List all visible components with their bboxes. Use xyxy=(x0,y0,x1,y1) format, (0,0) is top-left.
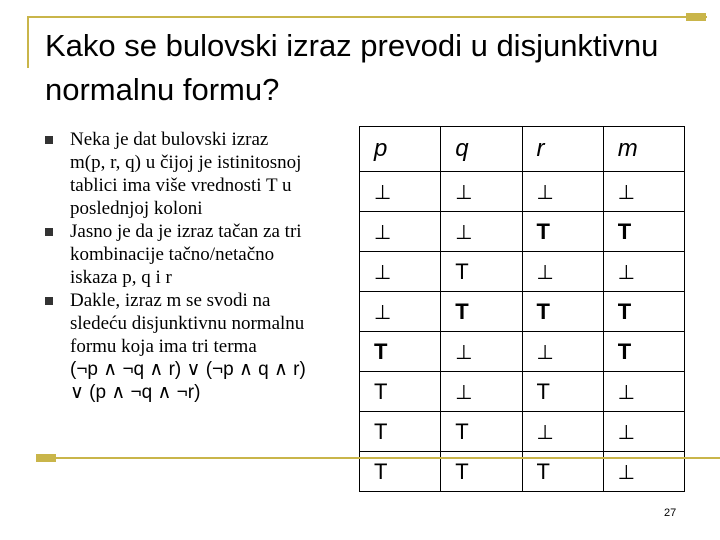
table-cell: ⊥ xyxy=(441,212,522,252)
decorative-vertical-line xyxy=(27,16,29,68)
formula-line: ∨ (p ∧ ¬q ∧ ¬r) xyxy=(70,382,201,403)
table-cell: ⊥ xyxy=(360,172,441,212)
square-bullet-icon xyxy=(45,297,53,305)
table-cell: ⊥ xyxy=(603,452,684,492)
bullet-line: poslednjoj koloni xyxy=(70,198,203,219)
table-row xyxy=(360,332,685,372)
table-cell: ⊥ xyxy=(360,292,441,332)
table-cell: ⊥ xyxy=(441,332,522,372)
decorative-top-corner xyxy=(686,13,706,21)
table-cell: ⊥ xyxy=(522,412,603,452)
column-header-q: q xyxy=(441,127,522,172)
table-cell: ⊥ xyxy=(522,332,603,372)
table-cell: ⊥ xyxy=(522,172,603,212)
table-row xyxy=(360,412,685,452)
formula-line: (¬p ∧ ¬q ∧ r) ∨ (¬p ∧ q ∧ r) xyxy=(70,359,306,380)
bullet-line: tablici ima više vrednosti T u xyxy=(70,175,292,196)
truth-table-body xyxy=(360,172,685,492)
bullet-line: Jasno je da je izraz tačan za tri xyxy=(70,221,302,242)
table-cell: T xyxy=(441,412,522,452)
column-header-p: p xyxy=(360,127,441,172)
page-number: 27 xyxy=(664,507,677,519)
bullet-item xyxy=(38,128,358,220)
table-cell: ⊥ xyxy=(522,252,603,292)
table-cell: T xyxy=(522,212,603,252)
bullet-line: Neka je dat bulovski izraz xyxy=(70,129,269,150)
slide-title: Kako se bulovski izraz prevodi u disjunktivnu normalnu formu? xyxy=(45,28,659,107)
decorative-top-line xyxy=(27,16,707,18)
column-header-r: r xyxy=(522,127,603,172)
bullet-line: Dakle, izraz m se svodi na xyxy=(70,290,271,311)
table-cell: T xyxy=(441,452,522,492)
decorative-bottom-line xyxy=(36,457,720,459)
square-bullet-icon xyxy=(45,136,53,144)
table-row xyxy=(360,372,685,412)
table-cell: ⊥ xyxy=(603,412,684,452)
column-header-m: m xyxy=(603,127,684,172)
table-cell: ⊥ xyxy=(603,372,684,412)
table-cell: T xyxy=(360,452,441,492)
bullet-list xyxy=(38,128,358,404)
table-row xyxy=(360,172,685,212)
table-row xyxy=(360,252,685,292)
bullet-line: formu koja ima tri terma xyxy=(70,336,257,357)
square-bullet-icon xyxy=(45,228,53,236)
table-cell: T xyxy=(360,332,441,372)
table-cell: ⊥ xyxy=(441,172,522,212)
table-header-row xyxy=(360,127,685,172)
table-cell: T xyxy=(522,372,603,412)
truth-table xyxy=(359,126,685,492)
bullet-line: sledeću disjunktivnu normalnu xyxy=(70,313,305,334)
table-cell: T xyxy=(441,292,522,332)
bullet-line: m(p, r, q) u čijoj je istinitosnoj xyxy=(70,152,302,173)
table-cell: T xyxy=(522,292,603,332)
bullet-line: iskaza p, q i r xyxy=(70,267,172,288)
table-cell: T xyxy=(522,452,603,492)
table-cell: T xyxy=(360,412,441,452)
table-cell: ⊥ xyxy=(360,252,441,292)
bullet-line: kombinacije tačno/netačno xyxy=(70,244,275,265)
table-cell: ⊥ xyxy=(441,372,522,412)
table-cell: T xyxy=(603,332,684,372)
table-cell: ⊥ xyxy=(603,252,684,292)
bullet-item xyxy=(38,289,358,404)
table-cell: T xyxy=(441,252,522,292)
table-cell: T xyxy=(603,292,684,332)
table-cell: ⊥ xyxy=(603,172,684,212)
table-cell: T xyxy=(603,212,684,252)
decorative-bottom-corner xyxy=(36,454,56,462)
table-row xyxy=(360,212,685,252)
table-cell: ⊥ xyxy=(360,212,441,252)
bullet-item xyxy=(38,220,358,289)
table-cell: T xyxy=(360,372,441,412)
table-row xyxy=(360,292,685,332)
